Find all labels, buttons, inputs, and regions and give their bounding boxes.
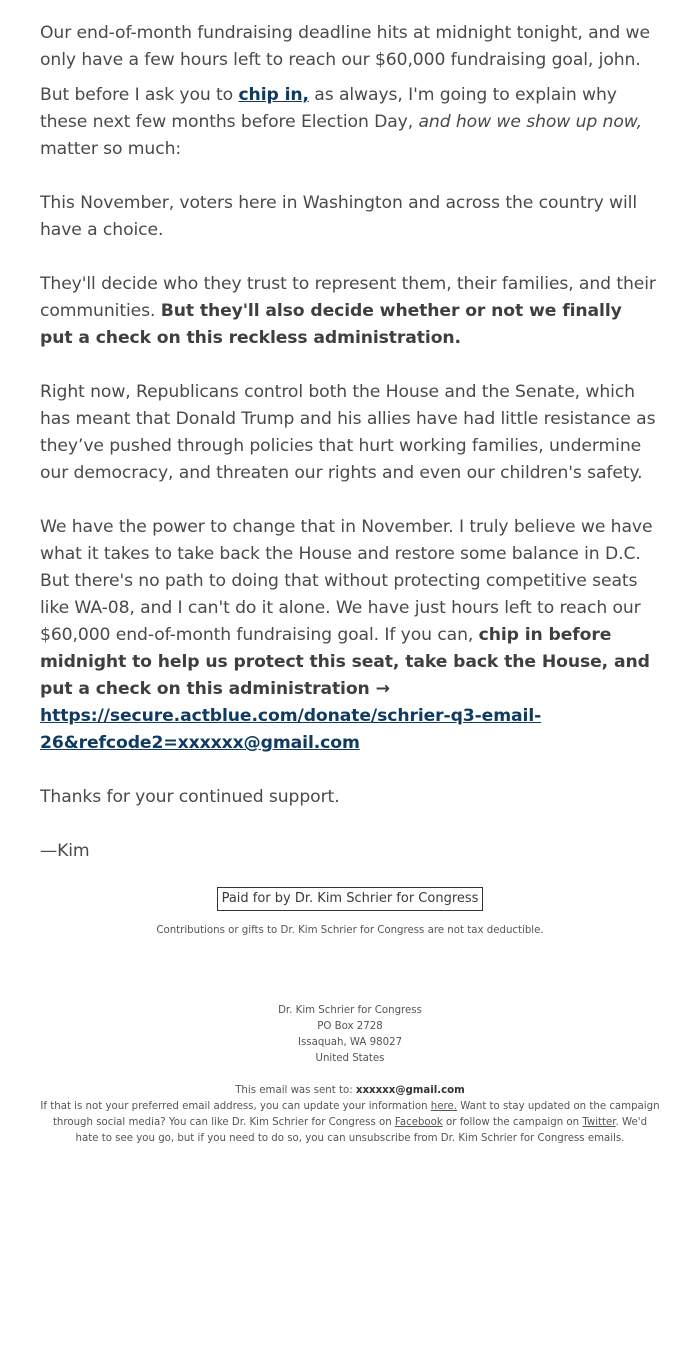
donate-link[interactable]: https://secure.actblue.com/donate/schrier-q3-email-26&refcode2=xxxxxx@gmail.com bbox=[40, 706, 542, 753]
paragraph-power-to-change bbox=[40, 514, 660, 757]
text-span: They'll decide who they trust to represent them, their families, and their communities. bbox=[40, 274, 656, 321]
paragraph-november-choice: This November, voters here in Washington and across the country will have a choice. bbox=[40, 193, 638, 240]
paragraph-chip-in bbox=[40, 82, 660, 163]
paid-for-disclaimer: Paid for by Dr. Kim Schrier for Congress bbox=[217, 887, 483, 911]
bold-text: chip in before midnight to help us protect this seat, take back the House, and put a check on this administration → bbox=[40, 625, 650, 699]
mailing-address bbox=[0, 1003, 700, 1067]
italic-text: and how we show up now, bbox=[418, 112, 642, 132]
text-span: But before I ask you to bbox=[40, 85, 239, 105]
sent-to-email: xxxxxx@gmail.com bbox=[355, 1085, 465, 1096]
chip-in-link[interactable]: chip in, bbox=[238, 85, 309, 105]
text-span: Want to stay updated on the campaign through social media? You can like Dr. Kim Schrier for Congress on bbox=[52, 1101, 660, 1128]
text-span: or follow the campaign on bbox=[442, 1117, 583, 1128]
sent-to-label: This email was sent to: bbox=[235, 1085, 356, 1096]
tax-deductible-note: Contributions or gifts to Dr. Kim Schrier for Congress are not tax deductible. bbox=[156, 925, 544, 936]
paragraph-republicans: Right now, Republicans control both the House and the Senate, which has meant that Donald Trump and his allies have had little resistance as they’ve pushed through policies that hurt working families, undermine our democracy, and threaten our rights and even our children's safety. bbox=[40, 382, 656, 483]
sent-to-line bbox=[40, 1083, 660, 1099]
text-span: as always, I'm going to explain why these next few months before Election Day, bbox=[40, 85, 617, 132]
text-span: We have the power to change that in November. I truly believe we have what it takes to take back the House and restore some balance in D.C. But there's no path to doing that without protecting competitive seats like WA-08, and I can't do it alone. We have just hours left to reach our $60,000 end-of-month fundraising goal. If you can, bbox=[40, 517, 653, 645]
signoff: —Kim bbox=[40, 841, 90, 861]
address-country: United States bbox=[315, 1053, 385, 1064]
text-span: matter so much: bbox=[40, 139, 182, 159]
address-city: Issaquah, WA 98027 bbox=[297, 1037, 403, 1048]
preferences-text bbox=[40, 1099, 660, 1147]
bold-text: But they'll also decide whether or not we finally put a check on this reckless administration. bbox=[40, 301, 622, 348]
email-footer bbox=[0, 1083, 700, 1147]
update-info-link[interactable]: here. bbox=[430, 1101, 457, 1112]
facebook-link[interactable]: Facebook bbox=[394, 1117, 443, 1128]
paragraph-deadline: Our end-of-month fundraising deadline hits at midnight tonight, and we only have a few hours left to reach our $60,000 fundraising goal, john. bbox=[40, 23, 650, 70]
twitter-link[interactable]: Twitter bbox=[582, 1117, 616, 1128]
address-po-box: PO Box 2728 bbox=[317, 1021, 383, 1032]
paragraph-decide bbox=[40, 271, 660, 352]
text-span: . We'd hate to see you go, but if you need to do so, you can unsubscribe from Dr. Kim Schrier for Congress emails. bbox=[75, 1117, 648, 1144]
paragraph-thanks: Thanks for your continued support. bbox=[40, 787, 340, 807]
text-span: If that is not your preferred email address, you can update your information bbox=[40, 1101, 431, 1112]
address-org: Dr. Kim Schrier for Congress bbox=[278, 1005, 422, 1016]
